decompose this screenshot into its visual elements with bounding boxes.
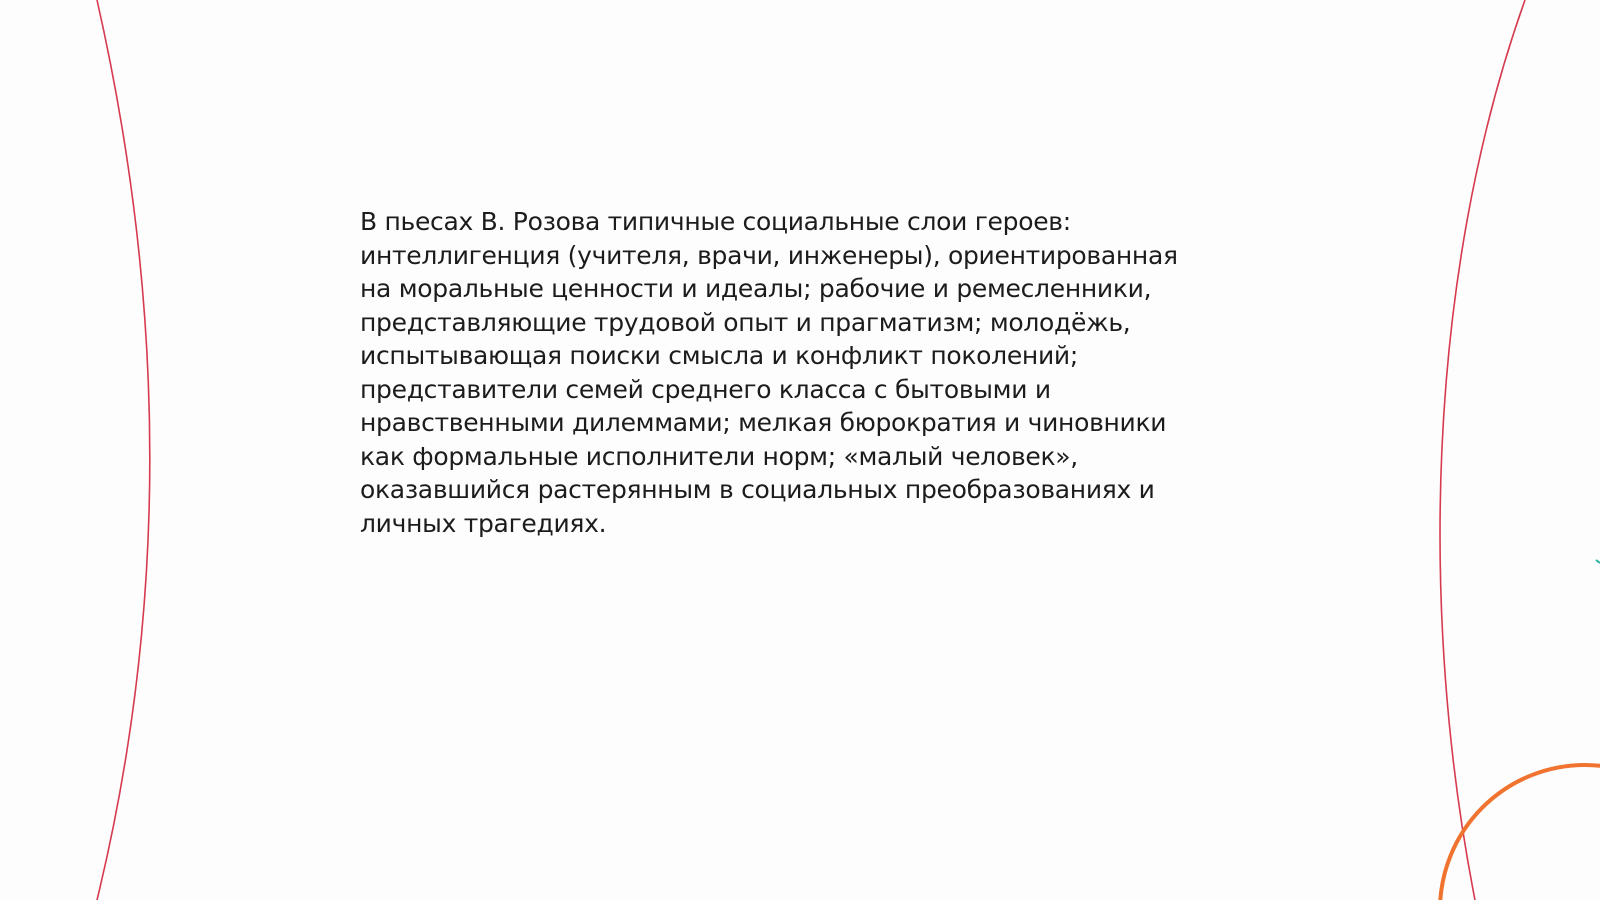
right-curve-line (1440, 0, 1525, 900)
text-line: интеллигенция (учителя, врачи, инженеры), ориентированная (360, 240, 1178, 270)
text-line: как формальные исполнители норм; «малый человек», (360, 441, 1078, 471)
text-line: оказавшийся растерянным в социальных преобразованиях и (360, 475, 1155, 504)
accent-tick (1596, 560, 1600, 563)
slide-body-text (360, 205, 1240, 540)
text-line: испытывающая поиски смысла и конфликт поколений; (360, 341, 1078, 370)
text-line: на моральные ценности и идеалы; рабочие и ремесленники, (360, 274, 1152, 303)
left-curve-line (97, 0, 150, 900)
text-line: представители семей среднего класса с бытовыми и (360, 374, 1051, 404)
accent-ring (1440, 765, 1600, 900)
text-line: В пьесах В. Розова типичные социальные слои героев: (360, 207, 1071, 236)
text-line: нравственными дилеммами; мелкая бюрократия и чиновники (360, 408, 1167, 437)
text-line: представляющие трудовой опыт и прагматизм; молодёжь, (360, 307, 1131, 337)
text-line: личных трагедиях. (360, 508, 607, 538)
